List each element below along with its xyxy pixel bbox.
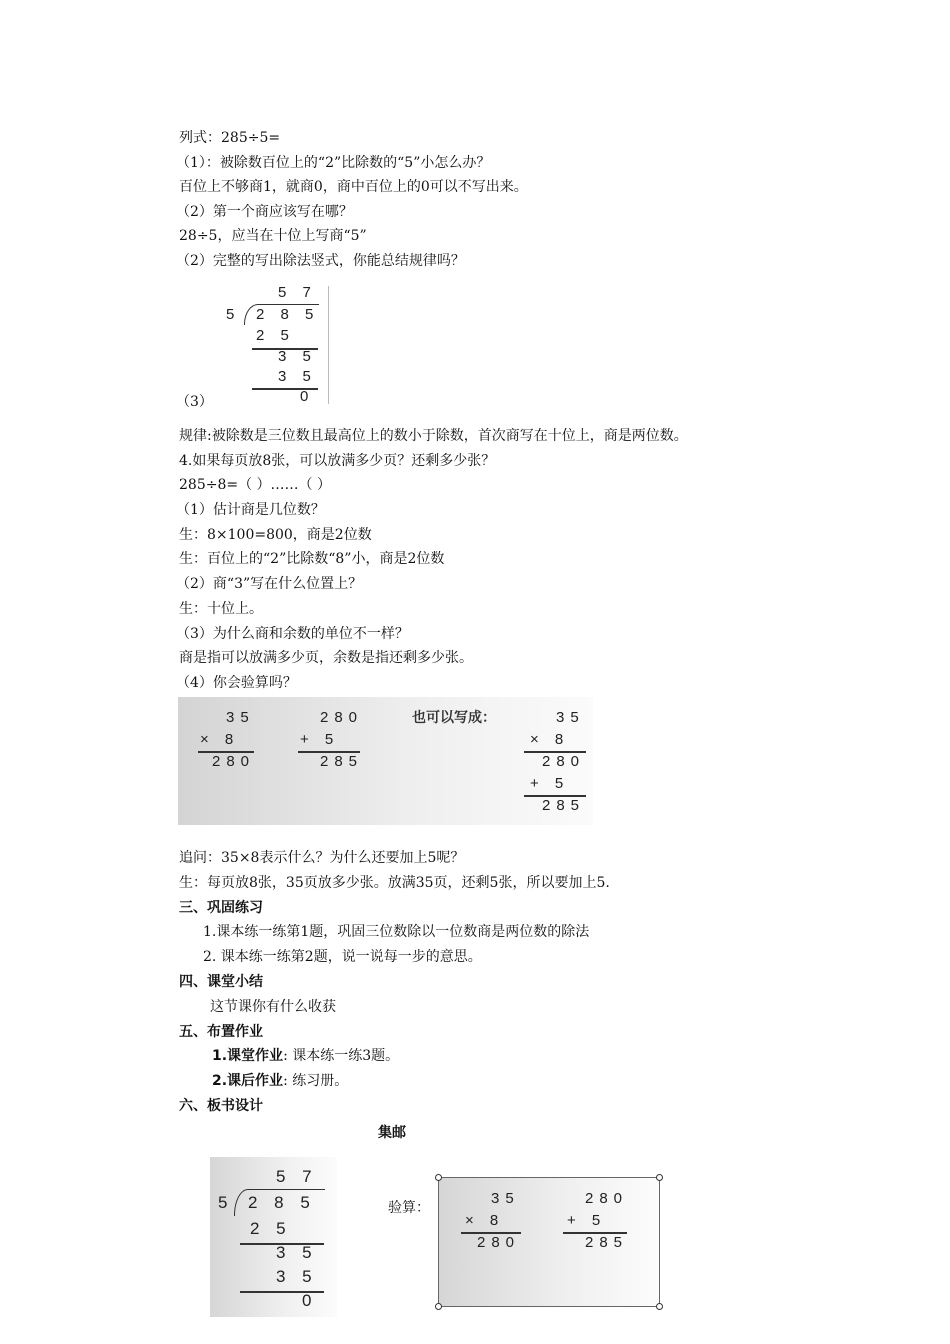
text-line: （1）：被除数百位上的“2”比除数的“5”小怎么办？ [176, 155, 491, 171]
text-line: （3） [176, 394, 213, 410]
text-line: 追问：35×8表示什么？为什么还要加上5呢？ [179, 850, 465, 866]
section-summary: 四、课堂小结 [179, 974, 263, 990]
dividend: 2 8 5 [256, 306, 320, 323]
board-verification-figure: 35 × 8 280 280 + 5 285 [438, 1177, 660, 1307]
long-division-figure-2: 5 7 5 2 8 5 2 5 3 5 3 5 0 [210, 1157, 337, 1317]
verification-figure: 35 × 8 280 280 + 5 285 也可以写成： 35 × 8 280 + 5 285 [178, 697, 593, 825]
section-board-design: 六、板书设计 [179, 1098, 263, 1114]
check-label: 验算： [388, 1200, 430, 1216]
homework-item-2: 2.课后作业: 练习册。 [212, 1073, 349, 1089]
text-line: 生：8×100=800，商是2位数 [179, 527, 372, 543]
text-line: （2）商“3”写在什么位置上？ [176, 576, 363, 592]
text-line: 生：百位上的“2”比除数“8”小，商是2位数 [179, 551, 445, 567]
consolidation-item-1: 1.课本练一练第1题，巩固三位数除以一位数商是两位数的除法 [203, 924, 590, 940]
text-line: 285÷8=（ ）……（ ） [179, 477, 331, 493]
text-line: 生：十位上。 [179, 601, 263, 617]
text-line: （2）第一个商应该写在哪？ [176, 204, 353, 220]
board-title: 集邮 [378, 1125, 406, 1141]
partial-dividend: 3 5 [278, 348, 317, 365]
text-line: 商是指可以放满多少页，余数是指还剩多少张。 [179, 650, 473, 666]
text-line: 生：每页放8张，35页放多少张。放满35页，还剩5张，所以要加上5. [179, 875, 610, 891]
consolidation-item-2: 2. 课本练一练第2题，说一说每一步的意思。 [203, 949, 482, 965]
text-line: 4.如果每页放8张，可以放满多少页？还剩多少张？ [179, 453, 496, 469]
text-line: （3）为什么商和余数的单位不一样？ [176, 626, 409, 642]
long-division-figure-1 [222, 282, 332, 408]
text-line: （1）估计商是几位数？ [176, 502, 325, 518]
text-line: （4）你会验算吗？ [176, 675, 297, 691]
remainder: 0 [300, 388, 315, 405]
alt-label: 也可以写成： [412, 710, 496, 726]
text-line: 百位上不够商1，就商0，商中百位上的0可以不写出来。 [179, 179, 528, 195]
text-line: 列式：285÷5= [179, 130, 281, 146]
first-subtrahend: 2 5 [256, 327, 295, 344]
homework-item-1: 1.课堂作业: 课本练一练3题。 [212, 1048, 400, 1064]
divisor: 5 [226, 306, 241, 323]
text-line: 规律:被除数是三位数且最高位上的数小于除数，首次商写在十位上，商是两位数。 [179, 428, 688, 444]
section-consolidation: 三、巩固练习 [179, 900, 263, 916]
text-line: （2）完整的写出除法竖式，你能总结规律吗？ [176, 253, 465, 269]
text-line: 28÷5，应当在十位上写商“5” [179, 228, 367, 244]
summary-text: 这节课你有什么收获 [210, 999, 336, 1015]
second-subtrahend: 3 5 [278, 368, 317, 385]
section-homework: 五、布置作业 [179, 1024, 263, 1040]
quotient: 5 7 [278, 284, 317, 301]
